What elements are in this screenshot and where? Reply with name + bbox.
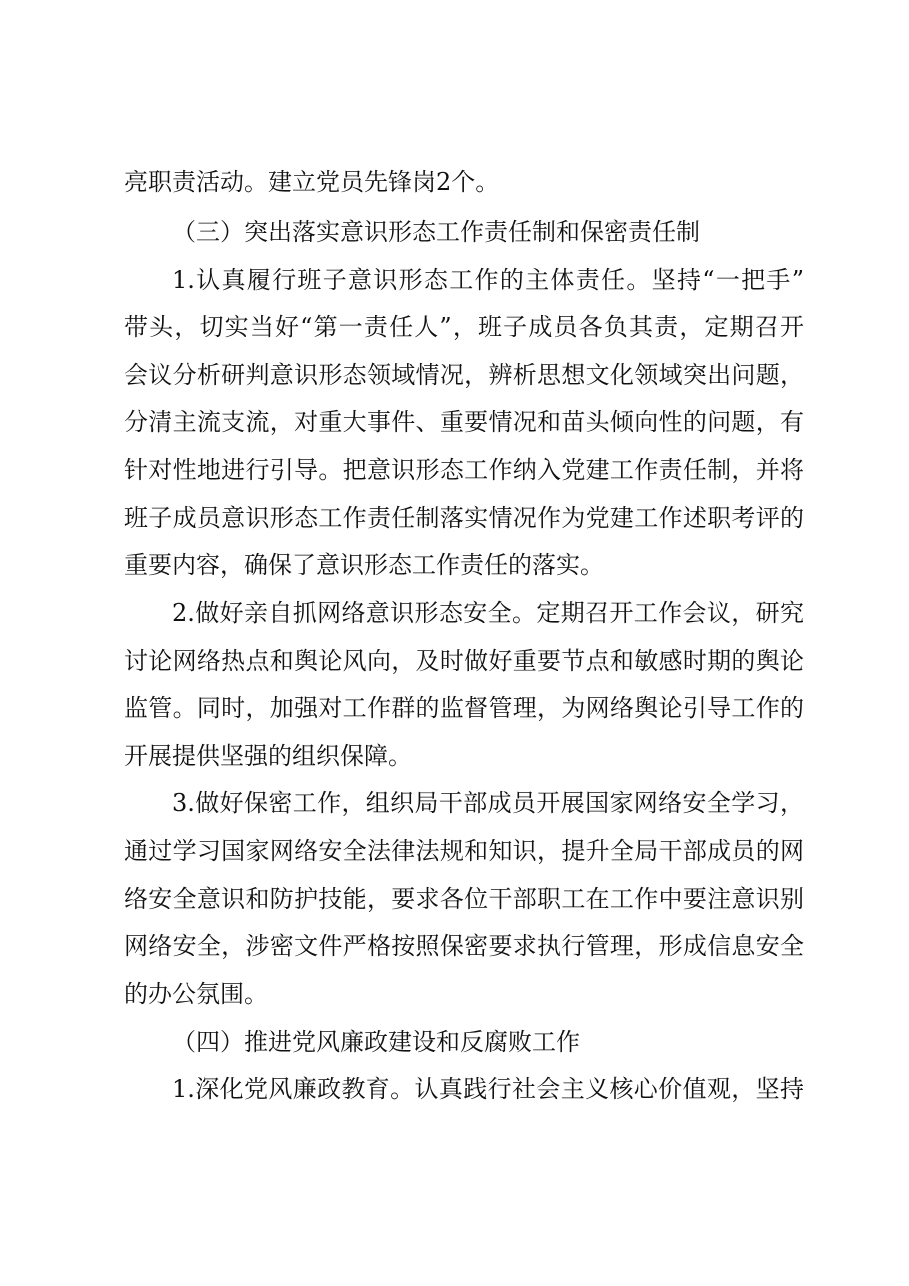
paragraph-line: 3.做好保密工作，组织局干部成员开展国家网络安全学习， bbox=[172, 789, 804, 817]
paragraph-line: 带头，切实当好“第一责任人”，班子成员各负其责，定期召开 bbox=[124, 313, 804, 341]
paragraph-line: 班子成员意识形态工作责任制落实情况作为党建工作述职考评的 bbox=[124, 504, 804, 532]
paragraph-line: 2.做好亲自抓网络意识形态安全。定期召开工作会议，研究 bbox=[172, 599, 804, 627]
paragraph-line: 1.深化党风廉政教育。认真践行社会主义核心价值观，坚持 bbox=[172, 1075, 804, 1103]
paragraph-line: 网络安全，涉密文件严格按照保密要求执行管理，形成信息安全 bbox=[124, 932, 804, 960]
paragraph-line: 监管。同时，加强对工作群的监督管理，为网络舆论引导工作的 bbox=[124, 694, 804, 722]
paragraph-line: 1.认真履行班子意识形态工作的主体责任。坚持“一把手” bbox=[172, 266, 804, 294]
paragraph-line: 通过学习国家网络安全法律法规和知识，提升全局干部成员的网 bbox=[124, 837, 804, 865]
paragraph-line: 讨论网络热点和舆论风向，及时做好重要节点和敏感时期的舆论 bbox=[124, 647, 804, 675]
paragraph-line: 开展提供坚强的组织保障。 bbox=[124, 742, 412, 770]
section-heading-3: （三）突出落实意识形态工作责任制和保密责任制 bbox=[172, 218, 700, 246]
paragraph-line: 重要内容，确保了意识形态工作责任的落实。 bbox=[124, 551, 604, 579]
paragraph-line: 络安全意识和防护技能，要求各位干部职工在工作中要注意识别 bbox=[124, 885, 804, 913]
paragraph-line: 会议分析研判意识形态领域情况，辨析思想文化领域突出问题， bbox=[124, 361, 804, 389]
section-heading-4: （四）推进党风廉政建设和反腐败工作 bbox=[172, 1028, 580, 1056]
paragraph-line: 亮职责活动。建立党员先锋岗2个。 bbox=[124, 168, 500, 196]
paragraph-line: 的办公氛围。 bbox=[124, 980, 268, 1008]
paragraph-line: 针对性地进行引导。把意识形态工作纳入党建工作责任制，并将 bbox=[124, 456, 804, 484]
paragraph-line: 分清主流支流，对重大事件、重要情况和苗头倾向性的问题，有 bbox=[124, 408, 804, 436]
